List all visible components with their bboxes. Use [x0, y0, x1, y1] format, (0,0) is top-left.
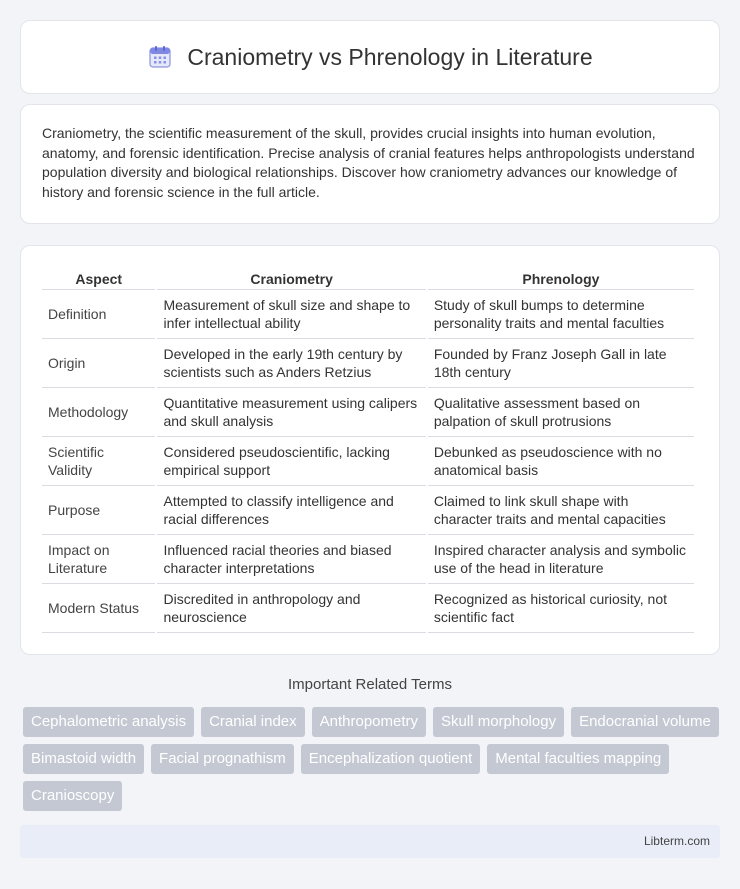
table-row [42, 339, 694, 388]
related-term-tag[interactable]: Bimastoid width [23, 744, 144, 774]
header-card [20, 20, 720, 94]
aspect-cell: Origin [42, 339, 155, 388]
related-terms-list [23, 707, 723, 811]
phrenology-cell: Claimed to link skull shape with character traits and mental capacities [428, 486, 694, 535]
phrenology-cell: Qualitative assessment based on palpation of skull protrusions [428, 388, 694, 437]
related-term-tag[interactable]: Anthropometry [312, 707, 426, 737]
phrenology-cell: Founded by Franz Joseph Gall in late 18th century [428, 339, 694, 388]
phrenology-cell: Inspired character analysis and symbolic use of the head in literature [428, 535, 694, 584]
column-header: Phrenology [428, 266, 694, 290]
table-row [42, 486, 694, 535]
table-row [42, 290, 694, 339]
craniometry-cell: Influenced racial theories and biased character interpretations [157, 535, 425, 584]
related-term-tag[interactable]: Cephalometric analysis [23, 707, 194, 737]
calendar-icon [147, 44, 173, 70]
related-term-tag[interactable]: Mental faculties mapping [487, 744, 669, 774]
aspect-cell: Impact on Literature [42, 535, 155, 584]
comparison-table-card [20, 245, 720, 655]
craniometry-cell: Developed in the early 19th century by scientists such as Anders Retzius [157, 339, 425, 388]
phrenology-cell: Study of skull bumps to determine personality traits and mental faculties [428, 290, 694, 339]
table-row [42, 388, 694, 437]
intro-card [20, 104, 720, 224]
related-term-tag[interactable]: Encephalization quotient [301, 744, 480, 774]
column-header: Aspect [42, 266, 155, 290]
page-title: Craniometry vs Phrenology in Literature [187, 43, 593, 70]
related-term-tag[interactable]: Endocranial volume [571, 707, 719, 737]
table-row [42, 535, 694, 584]
aspect-cell: Methodology [42, 388, 155, 437]
intro-text: Craniometry, the scientific measurement of the skull, provides crucial insights into human evolution, anatomy, and forensic identification. Precise analysis of cranial features helps anthropologists understand population diversity and biological relationships. Discover how craniometry advances our knowledge of history and forensic science in the full article. [42, 125, 695, 200]
table-row [42, 584, 694, 633]
craniometry-cell: Quantitative measurement using calipers and skull analysis [157, 388, 425, 437]
craniometry-cell: Considered pseudoscientific, lacking empirical support [157, 437, 425, 486]
aspect-cell: Purpose [42, 486, 155, 535]
craniometry-cell: Attempted to classify intelligence and racial differences [157, 486, 425, 535]
footer [20, 825, 720, 858]
aspect-cell: Modern Status [42, 584, 155, 633]
related-term-tag[interactable]: Facial prognathism [151, 744, 294, 774]
aspect-cell: Scientific Validity [42, 437, 155, 486]
craniometry-cell: Discredited in anthropology and neuroscience [157, 584, 425, 633]
footer-site-link[interactable]: Libterm.com [643, 834, 710, 848]
column-header: Craniometry [157, 266, 425, 290]
craniometry-cell: Measurement of skull size and shape to infer intellectual ability [157, 290, 425, 339]
related-term-tag[interactable]: Cranial index [201, 707, 305, 737]
phrenology-cell: Debunked as pseudoscience with no anatomical basis [428, 437, 694, 486]
table-row [42, 437, 694, 486]
related-term-tag[interactable]: Skull morphology [433, 707, 564, 737]
phrenology-cell: Recognized as historical curiosity, not scientific fact [428, 584, 694, 633]
aspect-cell: Definition [42, 290, 155, 339]
related-term-tag[interactable]: Cranioscopy [23, 781, 122, 811]
table-header-row [42, 266, 694, 290]
comparison-table [40, 266, 696, 633]
related-terms-title: Important Related Terms [288, 676, 452, 693]
